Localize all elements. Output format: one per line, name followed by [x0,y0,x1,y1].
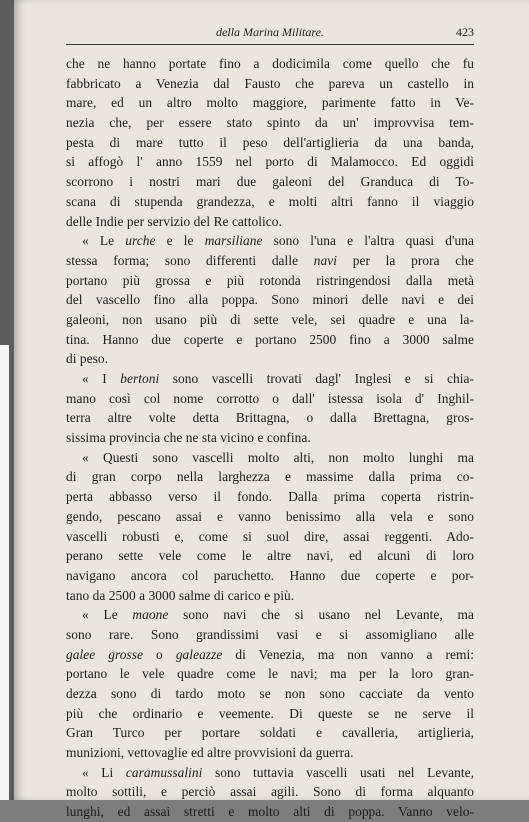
text-line: tina. Hanno due coperte e portano 2500 fino a 3000 salme [66,331,474,347]
text-line: scorrono i nostri mari due galeoni del Granduca di To- [66,174,474,190]
text-line: « I bertoni sono vascelli trovati dagl' Inglesi e si chia- [82,371,474,386]
italic-term: navi [313,252,338,268]
text-line: si affogò l' anno 1559 nel porto di Malamocco. Ed oggidì [66,154,474,170]
italic-term: galeazze [175,646,223,662]
text-line: perano sette vele come le altre navi, ed alcuni di loro [66,548,474,564]
text-line: che ne hanno portate fino a dodicimila come quello che fu [66,56,474,71]
italic-term: bertoni [120,371,160,386]
text-line: del vascello fino alla poppa. Sono minori delle navi e dei [66,292,474,308]
running-title: della Marina Militare. [216,25,324,39]
text-line: più che ordinario e veemente. Di queste se ne serve il [66,705,474,721]
body-text [66,54,474,822]
text-line: portano più grossa e più rotonda ristringendosi dalla metà [66,272,474,288]
text-line: vascelli robusti e, come si suol dire, assai reggenti. Ado- [66,528,474,544]
text-line: di peso. [66,351,109,367]
text-line: gendo, pescano assai e vanno benissimo alla vela e sono [66,508,474,524]
text-line: pesta di mare tutto il peso dell'artiglieria da una banda, [66,134,474,150]
text-line: di gran corpo nella larghezza e massime dalla prima co- [66,469,474,485]
scan-edge-strip [0,345,9,800]
text-line: lunghi, ed assai stretti e molto alti di poppa. Vanno velo- [66,804,474,820]
text-line: sono rare. Sono grandissimi vasi e si assomigliano alle [66,626,474,642]
italic-term: caramussalini [125,764,203,780]
page-number: 423 [456,25,474,39]
text-line: portano le vele quadre come le navi; ma per la loro gran- [66,666,474,682]
text-line: perta abbasso verso il fondo. Dalla prima coperta ristrin- [66,489,474,505]
text-line: munizioni, vettovaglie ed altre provvisioni da guerra. [66,745,354,761]
text-line: mano così col nome corrotto o dall' istessa isola d' Inghil- [66,390,474,406]
text-line: fabbricato a Venezia dal Fausto che pareva un castello in [66,75,474,91]
text-line: scana di stupenda grandezza, e molti altri fanno il viaggio [66,193,474,209]
text-line: « Le maone sono navi che si usano nel Levante, ma [82,607,474,623]
text-line: « Le urche e le marsiliane sono l'una e l'altra quasi d'una [82,233,475,249]
text-line: molto sottili, e perciò assai agili. Sono di forma alquanto [66,784,474,800]
italic-term: marsiliane [204,233,263,249]
text-line: galeoni, non usano più di sette vele, sei quadre e una la- [66,311,474,327]
text-line: delle Indie per servizio del Re cattolico. [66,213,282,229]
italic-term: maone [132,607,169,623]
text-line: « Li caramussalini sono tuttavia vascelli usati nel Levante, [82,764,474,780]
book-page [14,0,529,820]
text-line: Gran Turco per portare soldati e cavalleria, artiglieria, [66,725,474,741]
text-line: navigano ancora col paruchetto. Hanno due coperte e por- [66,567,474,583]
text-line: mare, ed un altro molto maggiore, parimente fatto in Ve- [66,95,474,111]
text-line: galee grosse o galeazze di Venezia, ma non vanno a remi: [66,646,474,662]
text-line: stessa forma; sono differenti dalle navi per la prora che [66,252,474,268]
text-line: « Questi sono vascelli molto alti, non molto lunghi ma [82,449,474,465]
text-line: sissima provincia che ne sta vicino e confina. [66,430,311,446]
text-line: tano da 2500 a 3000 salme di carico e più. [66,587,295,603]
page-header [66,22,474,45]
text-line: dezza sono di tardo moto se non sono cacciate da vento [66,686,474,701]
italic-term: galee grosse [66,646,144,662]
text-line: nezia che, per essere stato spinto da un' improvvisa tem- [66,115,474,131]
italic-term: urche [125,233,156,249]
text-line: terra altre volte detta Brittagna, o dalla Brettagna, gros- [66,410,474,426]
